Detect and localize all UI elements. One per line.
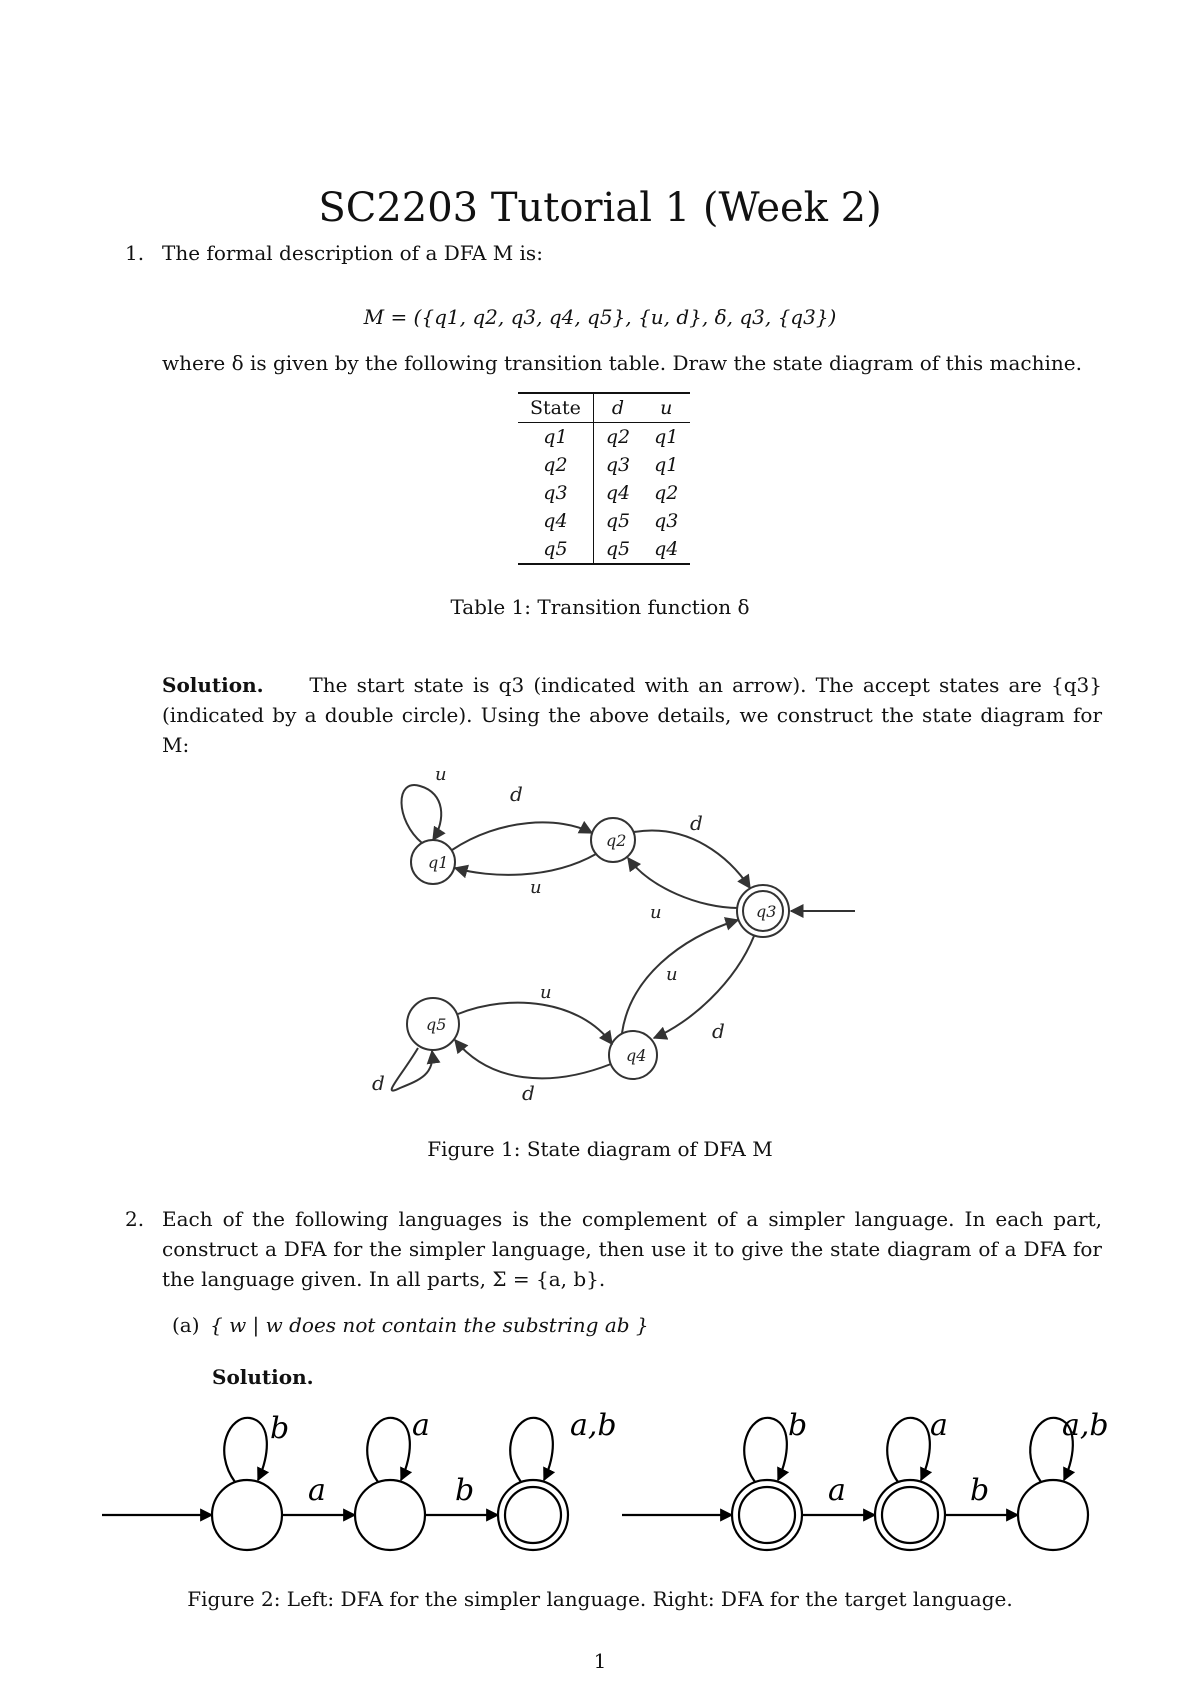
state-label: q1 <box>428 853 449 872</box>
loop-q5-d <box>392 1048 433 1091</box>
label-b: b <box>270 1411 290 1446</box>
left-state-3-inner <box>505 1487 561 1543</box>
label-b: b <box>788 1408 808 1443</box>
table-header-d: d <box>611 397 625 419</box>
table-cell: q4 <box>605 482 631 504</box>
left-state-3-outer <box>498 1480 568 1550</box>
table-header-state: State <box>518 393 593 423</box>
table-cell: q3 <box>518 479 593 507</box>
table-cell: q3 <box>654 510 679 532</box>
question-1-task: where δ is given by the following transition table. Draw the state diagram of this machine. <box>162 351 1082 375</box>
state-diagram-figure-1 <box>360 768 860 1118</box>
loop-q1-u <box>401 785 441 843</box>
table-header-u: u <box>660 397 673 419</box>
edge-q2-q1-u <box>455 854 596 875</box>
edge-label-u: u <box>530 877 542 898</box>
edge-label-d: d <box>522 1081 535 1105</box>
table-cell: q2 <box>518 451 593 479</box>
state-label: q4 <box>626 1046 647 1065</box>
table-row <box>518 535 690 564</box>
solution-2-label: Solution. <box>212 1365 314 1389</box>
label-a: a <box>828 1473 846 1508</box>
edge-q4-q3-u <box>622 920 738 1033</box>
table-cell: q2 <box>605 426 631 448</box>
table-cell: q1 <box>518 423 593 452</box>
transition-table <box>518 392 690 565</box>
figure-2-caption: Figure 2: Left: DFA for the simpler language. Right: DFA for the target language. <box>187 1587 1013 1611</box>
table-row <box>518 423 690 452</box>
table-cell: q2 <box>654 482 679 504</box>
edge-label-u: u <box>650 902 662 923</box>
right-state-3 <box>1018 1480 1088 1550</box>
edge-label-d: d <box>690 811 703 835</box>
edge-label-d: d <box>372 1071 385 1095</box>
state-label: q2 <box>606 831 627 850</box>
left-loop-a <box>367 1418 410 1482</box>
solution-label: Solution. <box>162 673 264 697</box>
right-state-1-outer <box>732 1480 802 1550</box>
page-title: SC2203 Tutorial 1 (Week 2) <box>318 185 882 231</box>
question-2-text: Each of the following languages is the complement of a simpler language. In each part, construct a DFA for the simpler language, then use it to give the state diagram of a DFA for the language given. In all parts, Σ = {a, b}. <box>162 1207 1102 1291</box>
label-ab: a,b <box>1062 1408 1109 1443</box>
label-b: b <box>970 1473 990 1508</box>
edge-q1-q2-d <box>452 822 592 850</box>
dfa-formal-definition: M = ({q1, q2, q3, q4, q5}, {u, d}, δ, q3, {q3}) <box>363 305 837 329</box>
solution-1-paragraph <box>162 670 1102 760</box>
table-cell: q5 <box>518 535 593 564</box>
part-a-language: { w | w does not contain the substring ab } <box>210 1313 649 1337</box>
label-ab: a,b <box>570 1408 617 1443</box>
table-row <box>518 451 690 479</box>
edge-label-u: u <box>435 768 447 785</box>
edge-label-d: d <box>712 1019 725 1043</box>
question-1-intro: The formal description of a DFA M is: <box>162 241 543 265</box>
table-cell: q3 <box>605 454 631 476</box>
left-loop-b <box>224 1418 267 1482</box>
label-a: a <box>930 1408 948 1443</box>
left-state-2 <box>355 1480 425 1550</box>
dfa-figure-2 <box>100 1400 1120 1560</box>
edge-label-u: u <box>666 964 678 985</box>
right-loop-a <box>887 1418 930 1482</box>
table-cell: q4 <box>518 507 593 535</box>
table-cell: q1 <box>654 426 679 448</box>
right-state-2-inner <box>882 1487 938 1543</box>
edge-label-u: u <box>540 982 552 1003</box>
table-row <box>518 507 690 535</box>
left-state-1 <box>212 1480 282 1550</box>
table-cell: q4 <box>654 538 679 560</box>
figure-1-caption: Figure 1: State diagram of DFA M <box>427 1137 773 1161</box>
part-a-label: (a) <box>172 1313 200 1337</box>
label-a: a <box>308 1473 326 1508</box>
page-number: 1 <box>593 1649 607 1673</box>
table-cell: q5 <box>605 538 631 560</box>
table-row <box>518 479 690 507</box>
edge-q5-q4-u <box>458 1003 612 1044</box>
table-cell: q1 <box>654 454 679 476</box>
solution-1-text: The start state is q3 (indicated with an arrow). The accept states are {q3} (indicated by a double circle). Using the above details, we construct the state diagram for M: <box>162 673 1102 757</box>
edge-q3-q4-d <box>654 936 754 1038</box>
label-b: b <box>455 1473 475 1508</box>
state-label: q5 <box>426 1015 447 1034</box>
edge-label-d: d <box>510 782 523 806</box>
question-1-number: 1. <box>125 241 145 265</box>
right-state-2-outer <box>875 1480 945 1550</box>
label-a: a <box>412 1408 430 1443</box>
edge-q3-q2-u <box>628 858 738 908</box>
left-loop-ab <box>510 1418 553 1482</box>
table-caption: Table 1: Transition function δ <box>450 595 750 619</box>
right-loop-b <box>744 1418 787 1482</box>
question-2-number: 2. <box>125 1207 145 1231</box>
right-state-1-inner <box>739 1487 795 1543</box>
edge-q4-q5-d <box>455 1040 611 1078</box>
table-cell: q5 <box>605 510 631 532</box>
state-label: q3 <box>756 902 777 921</box>
